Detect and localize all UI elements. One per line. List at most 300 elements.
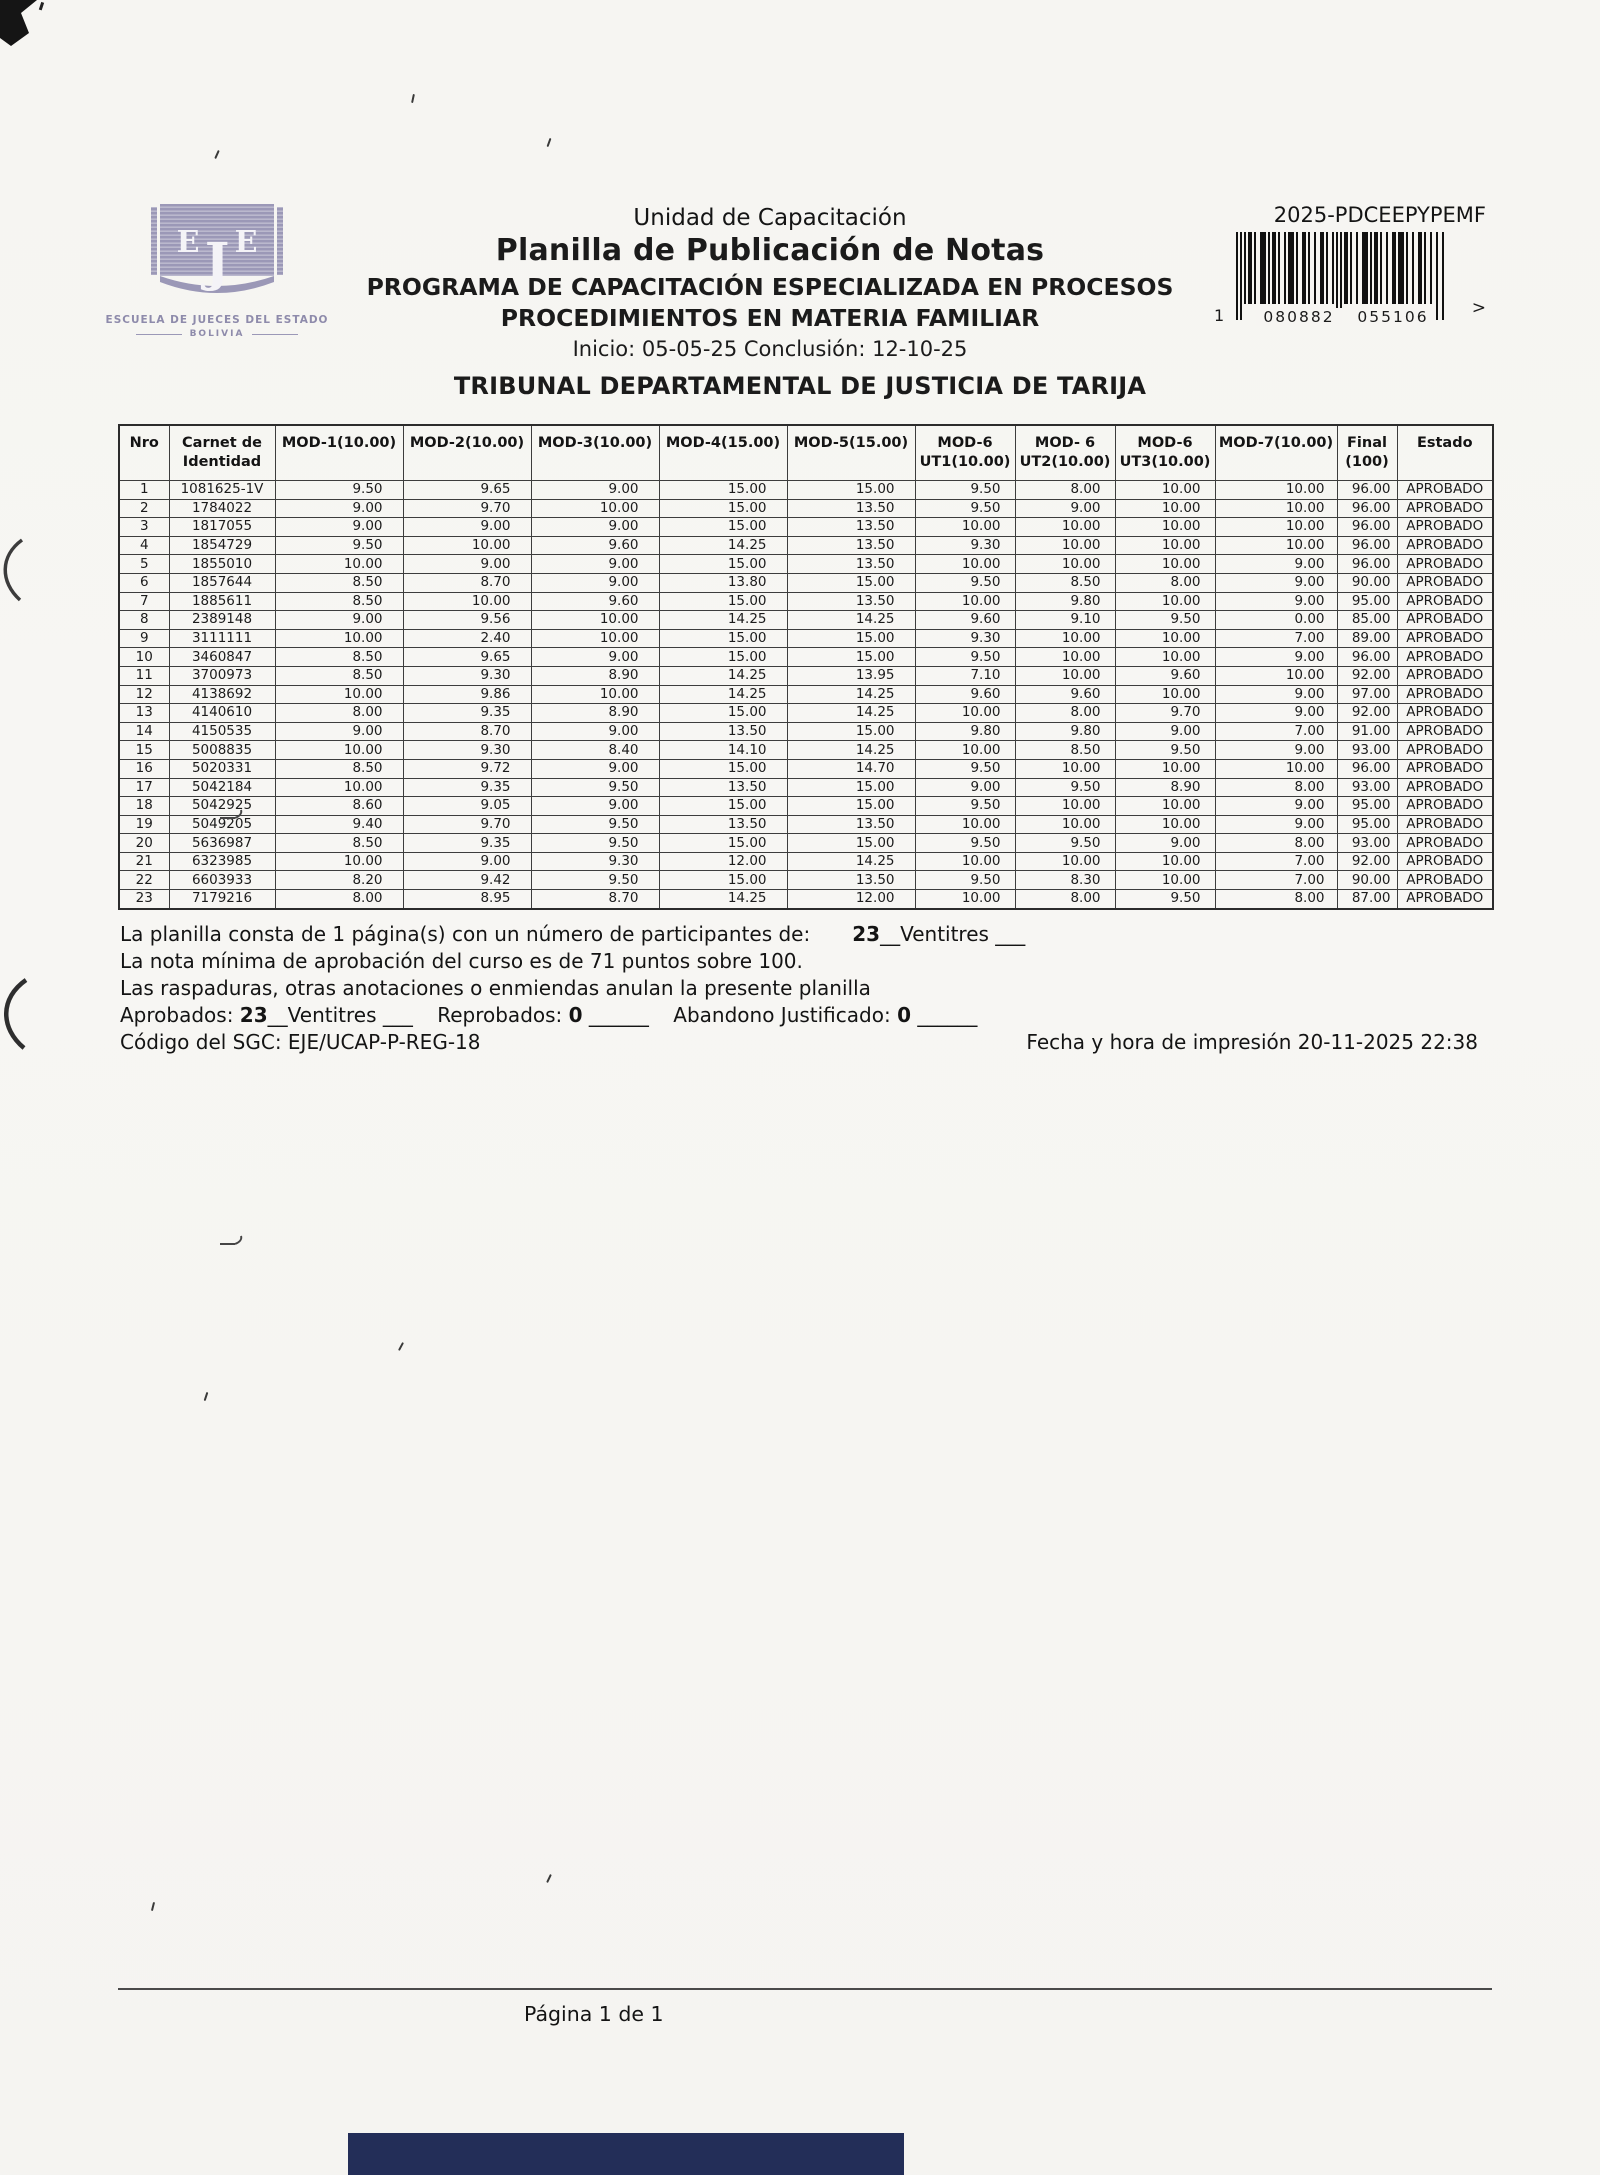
- table-row: [119, 815, 1493, 834]
- scan-artifact-corner: [0, 0, 46, 56]
- cell: 8.50: [275, 573, 403, 592]
- cell: 10.00: [1215, 536, 1337, 555]
- cell: 6603933: [169, 871, 275, 890]
- sgc-code: Código del SGC: EJE/UCAP-P-REG-18: [120, 1030, 481, 1054]
- cell: 9.60: [531, 536, 659, 555]
- cell: 13.50: [787, 518, 915, 537]
- cell: 10.00: [1115, 815, 1215, 834]
- cell: APROBADO: [1397, 871, 1493, 890]
- cell: 22: [119, 871, 169, 890]
- cell: 92.00: [1337, 704, 1397, 723]
- cell: 10.00: [275, 629, 403, 648]
- document-title: Planilla de Publicación de Notas: [495, 233, 1045, 269]
- cell: 10.00: [915, 815, 1015, 834]
- rule-left: [136, 334, 182, 335]
- cell: 9.70: [403, 815, 531, 834]
- cell: 19: [119, 815, 169, 834]
- cell: 10.00: [1015, 797, 1115, 816]
- cell: 96.00: [1337, 481, 1397, 500]
- cell: 5049205: [169, 815, 275, 834]
- table-row: [119, 704, 1493, 723]
- cell: 8.30: [1015, 871, 1115, 890]
- scan-artifact-curve: [0, 538, 26, 602]
- scan-artifact-tick: [546, 1874, 552, 1883]
- cell: APROBADO: [1397, 759, 1493, 778]
- cell: 9.35: [403, 704, 531, 723]
- cell: 9.00: [275, 518, 403, 537]
- program-name-line2: PROCEDIMIENTOS EN MATERIA FAMILIAR: [500, 303, 1040, 332]
- table-row: [119, 890, 1493, 909]
- cell: 15.00: [787, 834, 915, 853]
- cell: 8.50: [275, 666, 403, 685]
- cell: 7.00: [1215, 629, 1337, 648]
- column-header: MOD-6 UT1(10.00): [915, 425, 1015, 481]
- cell: 13.50: [787, 815, 915, 834]
- cell: 10.00: [915, 592, 1015, 611]
- scan-artifact-tick: [398, 1342, 404, 1351]
- cell: 15.00: [659, 629, 787, 648]
- cell: 9.00: [1115, 722, 1215, 741]
- reprobados-value: 0: [568, 1003, 583, 1027]
- cell: 8.00: [1215, 778, 1337, 797]
- cell: 1854729: [169, 536, 275, 555]
- cell: 8.90: [531, 666, 659, 685]
- rule-right: [252, 334, 298, 335]
- cell: APROBADO: [1397, 797, 1493, 816]
- cell: 14.25: [787, 852, 915, 871]
- cell: 15.00: [659, 592, 787, 611]
- cell: 9.00: [403, 518, 531, 537]
- cell: APROBADO: [1397, 741, 1493, 760]
- cell: 10.00: [1115, 555, 1215, 574]
- cell: 14.25: [787, 685, 915, 704]
- table-header-row: [119, 425, 1493, 481]
- cell: 10.00: [1215, 481, 1337, 500]
- cell: 10.00: [1115, 592, 1215, 611]
- table-row: [119, 536, 1493, 555]
- cell: 9.50: [915, 573, 1015, 592]
- cell: 9.35: [403, 778, 531, 797]
- abandono-label: Abandono Justificado:: [673, 1003, 891, 1027]
- cell: 15.00: [659, 518, 787, 537]
- cell: 5020331: [169, 759, 275, 778]
- cell: 10.00: [915, 704, 1015, 723]
- cell: APROBADO: [1397, 536, 1493, 555]
- cell: 10.00: [1115, 685, 1215, 704]
- cell: 9.50: [915, 834, 1015, 853]
- cell: 9.86: [403, 685, 531, 704]
- cell: 13.80: [659, 573, 787, 592]
- column-header: MOD-2(10.00): [403, 425, 531, 481]
- cell: 9.50: [1115, 611, 1215, 630]
- cell: 9.30: [915, 536, 1015, 555]
- barcode-digits-group1: 080882: [1256, 308, 1342, 326]
- cell: 8.50: [275, 759, 403, 778]
- cell: 23: [119, 890, 169, 909]
- cell: 10.00: [403, 536, 531, 555]
- column-header: MOD-4(15.00): [659, 425, 787, 481]
- cell: 9.00: [915, 778, 1015, 797]
- cell: 7: [119, 592, 169, 611]
- cell: 9.00: [1215, 573, 1337, 592]
- cell: 8.00: [275, 890, 403, 909]
- cell: 8.50: [1015, 573, 1115, 592]
- cell: 14.25: [659, 890, 787, 909]
- logo-country-name: BOLIVIA: [189, 329, 245, 339]
- cell: 1885611: [169, 592, 275, 611]
- cell: APROBADO: [1397, 852, 1493, 871]
- cell: 8.00: [1215, 890, 1337, 909]
- cell: 10.00: [1015, 536, 1115, 555]
- cell: 10.00: [1215, 666, 1337, 685]
- column-header: Carnet de Identidad: [169, 425, 275, 481]
- cell: 2389148: [169, 611, 275, 630]
- cell: 3700973: [169, 666, 275, 685]
- cell: 3111111: [169, 629, 275, 648]
- cell: 9.42: [403, 871, 531, 890]
- cell: 15.00: [787, 648, 915, 667]
- cell: APROBADO: [1397, 648, 1493, 667]
- cell: 4138692: [169, 685, 275, 704]
- cell: 15.00: [659, 555, 787, 574]
- cell: 96.00: [1337, 648, 1397, 667]
- table-row: [119, 722, 1493, 741]
- cell: APROBADO: [1397, 722, 1493, 741]
- column-header: Final (100): [1337, 425, 1397, 481]
- cell: 7.00: [1215, 871, 1337, 890]
- column-header: Estado: [1397, 425, 1493, 481]
- scan-artifact-tick: [411, 94, 415, 103]
- cell: 15.00: [659, 834, 787, 853]
- cell: 9.70: [403, 499, 531, 518]
- cell: 12: [119, 685, 169, 704]
- cell: 10.00: [915, 890, 1015, 909]
- cell: 9: [119, 629, 169, 648]
- cell: 6323985: [169, 852, 275, 871]
- abandono-blank: ______: [917, 1003, 978, 1027]
- cell: 9.00: [275, 722, 403, 741]
- cell: 10.00: [1215, 499, 1337, 518]
- cell: 9.00: [1215, 797, 1337, 816]
- cell: 9.40: [275, 815, 403, 834]
- cell: 1857644: [169, 573, 275, 592]
- barcode-digits-group2: 055106: [1350, 308, 1436, 326]
- cell: 9.00: [1215, 741, 1337, 760]
- cell: 14: [119, 722, 169, 741]
- abandono-value: 0: [897, 1003, 911, 1027]
- table-row: [119, 741, 1493, 760]
- scan-artifact-dash: [218, 1234, 246, 1248]
- cell: 9.00: [531, 481, 659, 500]
- cell: 9.50: [531, 871, 659, 890]
- cell: 8.90: [531, 704, 659, 723]
- table-row: [119, 481, 1493, 500]
- table-row: [119, 759, 1493, 778]
- cell: 9.00: [1215, 704, 1337, 723]
- note-min-grade: La nota mínima de aprobación del curso es de 71 puntos sobre 100.: [120, 949, 803, 973]
- cell: 9.65: [403, 648, 531, 667]
- cell: 10.00: [531, 629, 659, 648]
- cell: 8.70: [531, 890, 659, 909]
- logo-org-name: ESCUELA DE JUECES DEL ESTADO: [105, 314, 329, 326]
- cell: 9.60: [531, 592, 659, 611]
- cell: 5042925: [169, 797, 275, 816]
- scan-artifact-tick: [151, 1902, 155, 1911]
- cell: 8.40: [531, 741, 659, 760]
- cell: 95.00: [1337, 797, 1397, 816]
- table-row: [119, 648, 1493, 667]
- cell: 9.65: [403, 481, 531, 500]
- document-code: 2025-PDCEEPYPEMF: [1273, 203, 1486, 227]
- cell: 9.00: [403, 852, 531, 871]
- cell: 15.00: [787, 797, 915, 816]
- column-header: MOD- 6 UT2(10.00): [1015, 425, 1115, 481]
- cell: 96.00: [1337, 759, 1397, 778]
- cell: 9.30: [531, 852, 659, 871]
- cell: APROBADO: [1397, 685, 1493, 704]
- cell: 2.40: [403, 629, 531, 648]
- cell: 15.00: [659, 499, 787, 518]
- cell: 96.00: [1337, 555, 1397, 574]
- cell: 95.00: [1337, 815, 1397, 834]
- cell: 91.00: [1337, 722, 1397, 741]
- note-results: [120, 1003, 977, 1027]
- cell: 9.60: [915, 611, 1015, 630]
- cell: 10: [119, 648, 169, 667]
- table-row: [119, 778, 1493, 797]
- cell: 15.00: [659, 871, 787, 890]
- cell: 93.00: [1337, 778, 1397, 797]
- cell: 9.05: [403, 797, 531, 816]
- cell: 10.00: [1115, 536, 1215, 555]
- cell: 9.50: [915, 871, 1015, 890]
- participants-count: 23: [852, 922, 881, 946]
- cell: APROBADO: [1397, 890, 1493, 909]
- barcode-lead-digit: 1: [1214, 306, 1225, 325]
- cell: 9.80: [1015, 722, 1115, 741]
- note-participants: [120, 922, 1025, 946]
- cell: 8.50: [275, 648, 403, 667]
- cell: 10.00: [915, 518, 1015, 537]
- scan-artifact-tick: [214, 150, 219, 159]
- cell: 14.25: [659, 666, 787, 685]
- participants-word: __Ventitres ___: [880, 922, 1026, 946]
- cell: 3: [119, 518, 169, 537]
- cell: 14.25: [659, 685, 787, 704]
- cell: 8.20: [275, 871, 403, 890]
- cell: 3460847: [169, 648, 275, 667]
- cell: 9.00: [531, 797, 659, 816]
- cell: 10.00: [1015, 555, 1115, 574]
- svg-text:E: E: [176, 225, 200, 260]
- cell: 10.00: [531, 611, 659, 630]
- cell: 10.00: [1015, 666, 1115, 685]
- cell: 9.00: [1115, 834, 1215, 853]
- cell: 9.00: [531, 573, 659, 592]
- table-row: [119, 592, 1493, 611]
- scan-artifact-curve: [0, 978, 30, 1050]
- eje-open-book-logo: [148, 196, 286, 308]
- cell: 15.00: [787, 778, 915, 797]
- cell: 7.00: [1215, 722, 1337, 741]
- course-dates: Inicio: 05-05-25 Conclusión: 12-10-25: [572, 336, 968, 361]
- cell: 14.25: [787, 704, 915, 723]
- bottom-scan-bar: [348, 2133, 904, 2175]
- cell: 10.00: [1215, 518, 1337, 537]
- cell: 15.00: [659, 481, 787, 500]
- cell: 9.60: [915, 685, 1015, 704]
- cell: 9.00: [1215, 592, 1337, 611]
- cell: 13.50: [787, 536, 915, 555]
- cell: 9.10: [1015, 611, 1115, 630]
- table-row: [119, 834, 1493, 853]
- cell: 9.56: [403, 611, 531, 630]
- cell: 12.00: [659, 852, 787, 871]
- cell: 10.00: [1215, 759, 1337, 778]
- scan-artifact-tick: [204, 1392, 209, 1401]
- cell: 8.00: [275, 704, 403, 723]
- cell: 8.00: [1015, 890, 1115, 909]
- cell: 9.70: [1115, 704, 1215, 723]
- cell: 9.00: [531, 648, 659, 667]
- cell: 8.70: [403, 722, 531, 741]
- cell: 10.00: [1115, 499, 1215, 518]
- cell: 9.50: [915, 648, 1015, 667]
- cell: 14.10: [659, 741, 787, 760]
- cell: 10.00: [1015, 629, 1115, 648]
- svg-text:E: E: [234, 225, 258, 260]
- cell: 9.60: [1115, 666, 1215, 685]
- cell: 13.50: [787, 871, 915, 890]
- cell: 10.00: [275, 852, 403, 871]
- table-row: [119, 499, 1493, 518]
- cell: 9.00: [1215, 648, 1337, 667]
- cell: 13.95: [787, 666, 915, 685]
- cell: 90.00: [1337, 871, 1397, 890]
- cell: 1: [119, 481, 169, 500]
- cell: 9.00: [1215, 555, 1337, 574]
- column-header: MOD-7(10.00): [1215, 425, 1337, 481]
- cell: 12.00: [787, 890, 915, 909]
- cell: 6: [119, 573, 169, 592]
- cell: 13.50: [787, 555, 915, 574]
- scan-artifact-tick: [547, 138, 552, 147]
- cell: 10.00: [1115, 759, 1215, 778]
- cell: 5042184: [169, 778, 275, 797]
- cell: 9.00: [1215, 815, 1337, 834]
- cell: 9.00: [1015, 499, 1115, 518]
- cell: 8: [119, 611, 169, 630]
- cell: 8.00: [1115, 573, 1215, 592]
- tribunal-name: TRIBUNAL DEPARTAMENTAL DE JUSTICIA DE TARIJA: [453, 372, 1147, 400]
- cell: 95.00: [1337, 592, 1397, 611]
- cell: 9.00: [403, 555, 531, 574]
- cell: 92.00: [1337, 852, 1397, 871]
- cell: 10.00: [403, 592, 531, 611]
- cell: APROBADO: [1397, 704, 1493, 723]
- column-header: MOD-6 UT3(10.00): [1115, 425, 1215, 481]
- cell: 1784022: [169, 499, 275, 518]
- cell: 9.00: [531, 759, 659, 778]
- cell: APROBADO: [1397, 815, 1493, 834]
- cell: 97.00: [1337, 685, 1397, 704]
- logo-country-line: [98, 329, 336, 339]
- cell: 1817055: [169, 518, 275, 537]
- cell: 9.72: [403, 759, 531, 778]
- cell: 20: [119, 834, 169, 853]
- cell: 15.00: [787, 629, 915, 648]
- cell: 9.35: [403, 834, 531, 853]
- cell: 7.10: [915, 666, 1015, 685]
- cell: 9.00: [275, 499, 403, 518]
- document-header: [310, 205, 1230, 361]
- cell: 10.00: [1115, 797, 1215, 816]
- cell: 15: [119, 741, 169, 760]
- cell: 15.00: [787, 573, 915, 592]
- cell: 10.00: [915, 741, 1015, 760]
- cell: 14.70: [787, 759, 915, 778]
- table-row: [119, 518, 1493, 537]
- cell: 10.00: [275, 778, 403, 797]
- reprobados-blank: ______: [588, 1003, 649, 1027]
- cell: 1855010: [169, 555, 275, 574]
- cell: 9.50: [531, 834, 659, 853]
- cell: 10.00: [1115, 852, 1215, 871]
- cell: 9.50: [1115, 890, 1215, 909]
- cell: 9.50: [531, 815, 659, 834]
- cell: 8.00: [1215, 834, 1337, 853]
- cell: 10.00: [1115, 629, 1215, 648]
- cell: 10.00: [275, 741, 403, 760]
- participants-text: La planilla consta de 1 página(s) con un número de participantes de:: [120, 922, 811, 946]
- cell: 14.25: [659, 536, 787, 555]
- cell: 13.50: [659, 815, 787, 834]
- cell: 10.00: [915, 555, 1015, 574]
- cell: 5008835: [169, 741, 275, 760]
- page-number: Página 1 de 1: [524, 2002, 664, 2026]
- table-row: [119, 611, 1493, 630]
- cell: 9.50: [531, 778, 659, 797]
- cell: 9.80: [1015, 592, 1115, 611]
- cell: 85.00: [1337, 611, 1397, 630]
- cell: 8.70: [403, 573, 531, 592]
- cell: 9.50: [1115, 741, 1215, 760]
- cell: 9.50: [1015, 778, 1115, 797]
- cell: 9.60: [1015, 685, 1115, 704]
- cell: 9.00: [531, 722, 659, 741]
- cell: 16: [119, 759, 169, 778]
- cell: 4: [119, 536, 169, 555]
- table-row: [119, 629, 1493, 648]
- table-row: [119, 573, 1493, 592]
- cell: 8.00: [1015, 481, 1115, 500]
- cell: 8.50: [1015, 741, 1115, 760]
- cell: 10.00: [1015, 518, 1115, 537]
- cell: 93.00: [1337, 741, 1397, 760]
- cell: 96.00: [1337, 499, 1397, 518]
- table-row: [119, 666, 1493, 685]
- cell: 9.80: [915, 722, 1015, 741]
- program-name-line1: PROGRAMA DE CAPACITACIÓN ESPECIALIZADA EN PROCESOS: [366, 272, 1174, 301]
- cell: APROBADO: [1397, 518, 1493, 537]
- cell: 10.00: [1015, 815, 1115, 834]
- cell: 11: [119, 666, 169, 685]
- cell: 89.00: [1337, 629, 1397, 648]
- cell: 4140610: [169, 704, 275, 723]
- reprobados-label: Reprobados:: [437, 1003, 563, 1027]
- cell: 14.25: [787, 741, 915, 760]
- cell: 90.00: [1337, 573, 1397, 592]
